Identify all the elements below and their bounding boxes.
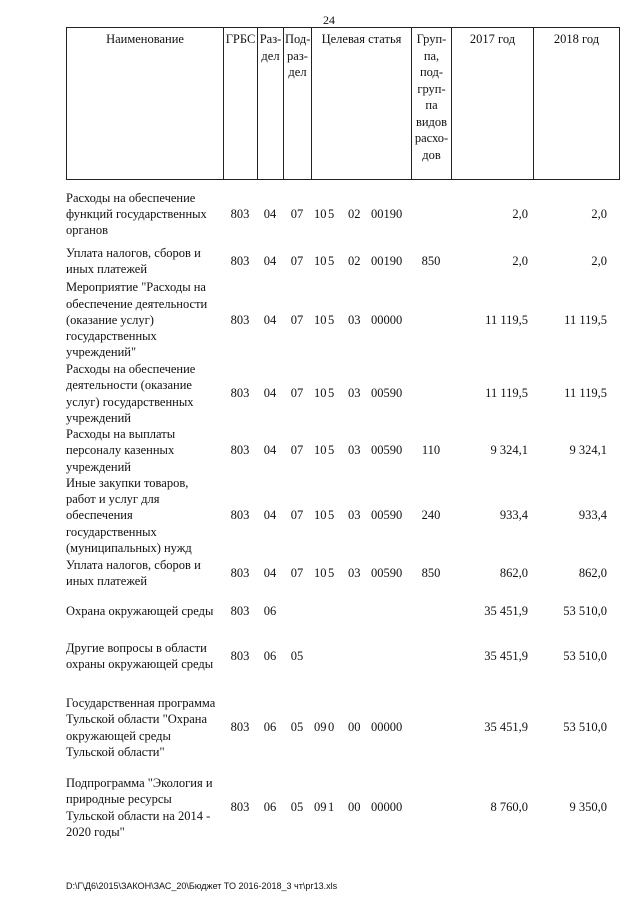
row-target-article (311, 312, 411, 328)
row-2018: 9 350,0 (569, 800, 607, 815)
row-name: Уплата налогов, сборов и иных платежей (66, 557, 201, 588)
row-2017: 35 451,9 (484, 603, 528, 618)
target-article-part: 10 (314, 206, 327, 221)
row-grbs: 803 (230, 253, 250, 268)
target-article-part: 10 (314, 386, 327, 401)
table-row (66, 590, 619, 632)
row-grbs: 803 (230, 603, 250, 618)
header-2017: 2017 год (452, 28, 534, 180)
row-2018: 11 119,5 (564, 312, 607, 327)
row-group: 850 (421, 253, 441, 268)
target-article-part: 5 (328, 508, 335, 523)
target-article-part: 10 (314, 565, 327, 580)
row-group: 110 (421, 443, 441, 458)
row-2018: 862,0 (578, 565, 607, 580)
row-name: Иные закупки товаров, работ и услуг для обеспечения государственных (муниципальных) нужд (66, 476, 192, 555)
row-2017: 862,0 (499, 565, 528, 580)
row-razdel: 06 (263, 648, 277, 663)
row-podrazdel: 07 (290, 253, 304, 268)
row-2018: 11 119,5 (564, 386, 607, 401)
table-row (66, 279, 619, 361)
target-article-part: 5 (328, 206, 335, 221)
header-grbs: ГРБС (224, 28, 258, 180)
row-name: Уплата налогов, сборов и иных платежей (66, 245, 201, 276)
target-article-part: 5 (328, 253, 335, 268)
row-2018: 933,4 (578, 508, 607, 523)
row-name: Охрана окружающей среды (66, 603, 214, 618)
row-name: Подпрограмма "Экология и природные ресурсы Тульской области на 2014 - 2020 годы" (66, 776, 213, 839)
row-podrazdel: 07 (290, 508, 304, 523)
row-grbs: 803 (230, 206, 250, 221)
row-2017: 9 324,1 (490, 443, 528, 458)
row-2017: 8 760,0 (490, 800, 528, 815)
row-razdel: 04 (263, 386, 277, 401)
row-grbs: 803 (230, 443, 250, 458)
header-group: Груп- па, под- груп- па видов расхо- дов (412, 28, 452, 180)
target-article-part: 00000 (371, 800, 403, 815)
row-podrazdel: 05 (290, 648, 304, 663)
table-row (66, 775, 619, 840)
target-article-part: 10 (314, 312, 327, 327)
row-2017: 35 451,9 (484, 720, 528, 735)
row-name: Расходы на обеспечение функций государственных органов (66, 190, 207, 238)
row-target-article (311, 385, 411, 401)
row-grbs: 803 (230, 312, 250, 327)
row-target-article (311, 565, 411, 581)
row-grbs: 803 (230, 720, 250, 735)
target-article-part: 00000 (371, 312, 403, 327)
target-article-part: 00 (348, 720, 361, 735)
target-article-part: 03 (348, 312, 361, 327)
header-podrazdel: Под- раз- дел (284, 28, 312, 180)
table-row (66, 632, 619, 680)
target-article-part: 10 (314, 508, 327, 523)
row-razdel: 04 (263, 312, 277, 327)
target-article-part: 03 (348, 386, 361, 401)
row-target-article (311, 719, 411, 735)
target-article-part: 00590 (371, 565, 403, 580)
header-name: Наименование (67, 28, 224, 180)
target-article-part: 03 (348, 443, 361, 458)
row-grbs: 803 (230, 800, 250, 815)
target-article-part: 1 (328, 800, 335, 815)
row-razdel: 06 (263, 800, 277, 815)
row-group: 240 (421, 508, 441, 523)
row-2017: 11 119,5 (485, 386, 528, 401)
header-2018: 2018 год (534, 28, 620, 180)
row-name: Мероприятие "Расходы на обеспечение деятельности (оказание услуг) государственных учреждений" (66, 280, 208, 360)
row-2017: 2,0 (512, 253, 528, 268)
target-article-part: 00590 (371, 508, 403, 523)
row-2018: 53 510,0 (563, 603, 607, 618)
target-article-part: 00190 (371, 206, 403, 221)
row-target-article (311, 442, 411, 458)
row-name: Расходы на обеспечение деятельности (оказание услуг) государственных учреждений (66, 362, 196, 425)
row-2017: 11 119,5 (485, 312, 528, 327)
row-name: Государственная программа Тульской области "Охрана окружающей среды Тульской области" (66, 696, 216, 759)
target-article-part: 5 (328, 443, 335, 458)
table-row (66, 185, 619, 243)
row-2017: 2,0 (512, 206, 528, 221)
table-row (66, 426, 619, 475)
target-article-part: 03 (348, 508, 361, 523)
row-target-article (311, 799, 411, 815)
row-podrazdel: 07 (290, 565, 304, 580)
row-podrazdel: 05 (290, 800, 304, 815)
row-podrazdel: 07 (290, 206, 304, 221)
row-podrazdel: 05 (290, 720, 304, 735)
target-article-part: 02 (348, 253, 361, 268)
target-article-part: 5 (328, 565, 335, 580)
target-article-part: 00 (348, 800, 361, 815)
row-razdel: 04 (263, 443, 277, 458)
row-razdel: 04 (263, 508, 277, 523)
table-row (66, 243, 619, 279)
row-grbs: 803 (230, 386, 250, 401)
table-row (66, 475, 619, 556)
table-body (66, 185, 619, 840)
row-razdel: 04 (263, 206, 277, 221)
target-article-part: 00000 (371, 720, 403, 735)
row-target-article (311, 507, 411, 523)
row-razdel: 06 (263, 603, 277, 618)
target-article-part: 09 (314, 800, 327, 815)
target-article-part: 02 (348, 206, 361, 221)
table-row (66, 361, 619, 426)
target-article-part: 0 (328, 720, 335, 735)
row-name: Другие вопросы в области охраны окружающей среды (66, 640, 214, 671)
row-2017: 35 451,9 (484, 648, 528, 663)
target-article-part: 03 (348, 565, 361, 580)
header-razdel: Раз- дел (258, 28, 284, 180)
target-article-part: 00590 (371, 443, 403, 458)
target-article-part: 5 (328, 386, 335, 401)
row-group: 850 (421, 565, 441, 580)
row-2018: 53 510,0 (563, 648, 607, 663)
row-2018: 9 324,1 (569, 443, 607, 458)
header-target: Целевая статья (312, 28, 412, 180)
row-grbs: 803 (230, 508, 250, 523)
table-row (66, 680, 619, 775)
file-path-footer: D:\Г\Д6\2015\ЗАКОН\ЗАС_20\Бюджет ТО 2016-2018_3 чт\рг13.xls (66, 881, 338, 891)
row-podrazdel: 07 (290, 443, 304, 458)
target-article-part: 5 (328, 312, 335, 327)
row-grbs: 803 (230, 565, 250, 580)
row-podrazdel: 07 (290, 312, 304, 327)
row-razdel: 06 (263, 720, 277, 735)
table-row (66, 556, 619, 590)
target-article-part: 00590 (371, 386, 403, 401)
page-number: 24 (323, 13, 335, 27)
row-razdel: 04 (263, 253, 277, 268)
row-target-article (311, 206, 411, 222)
row-2018: 2,0 (591, 206, 607, 221)
row-podrazdel: 07 (290, 386, 304, 401)
target-article-part: 10 (314, 253, 327, 268)
row-razdel: 04 (263, 565, 277, 580)
row-2018: 2,0 (591, 253, 607, 268)
target-article-part: 09 (314, 720, 327, 735)
table-header (66, 27, 620, 180)
row-name: Расходы на выплаты персоналу казенных учреждений (66, 427, 176, 474)
target-article-part: 10 (314, 443, 327, 458)
row-target-article (311, 253, 411, 269)
target-article-part: 00190 (371, 253, 403, 268)
row-2018: 53 510,0 (563, 720, 607, 735)
row-2017: 933,4 (499, 508, 528, 523)
row-grbs: 803 (230, 648, 250, 663)
